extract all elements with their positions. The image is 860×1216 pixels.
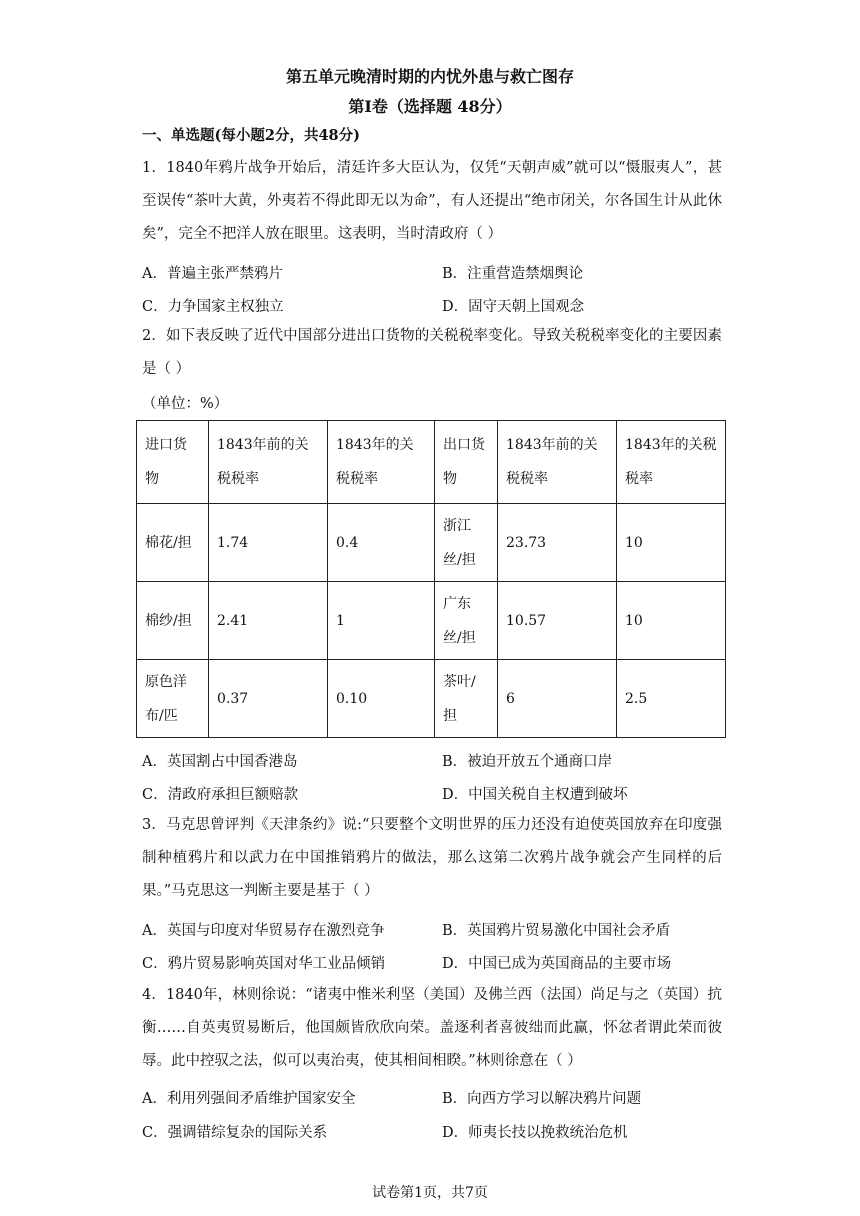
table-row xyxy=(137,504,726,582)
question-1-option-b[interactable]: B．注重营造禁烟舆论 xyxy=(442,266,584,282)
paper-subtitle: 第Ⅰ卷（选择题 48分） xyxy=(348,97,512,116)
table-header-cell: 1843年前的关税税率 xyxy=(209,421,328,504)
table-cell: 2.5 xyxy=(617,660,726,738)
question-4-option-b[interactable]: B．向西方学习以解决鸦片问题 xyxy=(442,1091,642,1107)
table-cell: 10 xyxy=(617,582,726,660)
table-cell: 浙江丝/担 xyxy=(435,504,498,582)
question-1-stem: 1．1840年鸦片战争开始后，清廷许多大臣认为，仅凭“天朝声威”就可以“慑服夷人”，甚至误传“茶叶大黄，外夷若不得此即无以为命”，有人还提出“绝市闭关，尔各国生计从此休矣”，完全不把洋人放在眼里。这表明，当时清政府（ ） xyxy=(142,160,722,242)
question-1-option-d[interactable]: D．固守天朝上国观念 xyxy=(442,299,585,315)
table-cell: 1 xyxy=(328,582,435,660)
question-2-option-d[interactable]: D．中国关税自主权遭到破坏 xyxy=(442,787,628,803)
table-cell: 10 xyxy=(617,504,726,582)
table-cell: 棉纱/担 xyxy=(137,582,209,660)
tariff-table xyxy=(136,420,726,738)
table-cell: 棉花/担 xyxy=(137,504,209,582)
question-3-option-c[interactable]: C．鸦片贸易影响英国对华工业品倾销 xyxy=(142,956,386,972)
table-row xyxy=(137,582,726,660)
table-header-cell: 1843年前的关税税率 xyxy=(498,421,617,504)
table-cell: 0.10 xyxy=(328,660,435,738)
table-row xyxy=(137,660,726,738)
question-1-option-c[interactable]: C．力争国家主权独立 xyxy=(142,299,284,315)
table-cell: 茶叶/担 xyxy=(435,660,498,738)
section-heading: 一、单选题(每小题2分，共48分) xyxy=(142,127,360,144)
table-cell: 0.4 xyxy=(328,504,435,582)
table-cell: 6 xyxy=(498,660,617,738)
question-3-stem: 3．马克思曾评判《天津条约》说:“只要整个文明世界的压力还没有迫使英国放弃在印度强制种植鸦片和以武力在中国推销鸦片的做法，那么这第二次鸦片战争就会产生同样的后果。”马克思这一判断主要是基于（ ） xyxy=(142,817,722,899)
question-4-option-c[interactable]: C．强调错综复杂的国际关系 xyxy=(142,1125,328,1141)
question-1-option-a[interactable]: A．普遍主张严禁鸦片 xyxy=(142,266,283,282)
question-4-option-d[interactable]: D．师夷长技以挽救统治危机 xyxy=(442,1125,628,1141)
table-cell: 广东丝/担 xyxy=(435,582,498,660)
table-cell: 23.73 xyxy=(498,504,617,582)
table-cell: 1.74 xyxy=(209,504,328,582)
table-header-row xyxy=(137,421,726,504)
question-2-stem: 2．如下表反映了近代中国部分进出口货物的关税税率变化。导致关税税率变化的主要因素是（ ） xyxy=(142,328,722,377)
question-4-option-a[interactable]: A．利用列强间矛盾维护国家安全 xyxy=(142,1091,356,1107)
table-cell: 原色洋布/匹 xyxy=(137,660,209,738)
question-2-option-a[interactable]: A．英国割占中国香港岛 xyxy=(142,754,298,770)
table-header-cell: 1843年的关税税率 xyxy=(328,421,435,504)
page-title: 第五单元晚清时期的内忧外患与救亡图存 xyxy=(285,67,574,86)
table-cell: 2.41 xyxy=(209,582,328,660)
question-2-option-c[interactable]: C．清政府承担巨额赔款 xyxy=(142,787,299,803)
table-header-cell: 出口货物 xyxy=(435,421,498,504)
table-cell: 10.57 xyxy=(498,582,617,660)
question-2-option-b[interactable]: B．被迫开放五个通商口岸 xyxy=(442,754,613,770)
table-header-cell: 1843年的关税税率 xyxy=(617,421,726,504)
table-cell: 0.37 xyxy=(209,660,328,738)
question-3-option-d[interactable]: D．中国已成为英国商品的主要市场 xyxy=(442,956,672,972)
question-3-option-a[interactable]: A．英国与印度对华贸易存在激烈竞争 xyxy=(142,923,385,939)
question-3-option-b[interactable]: B．英国鸦片贸易激化中国社会矛盾 xyxy=(442,923,671,939)
page-footer: 试卷第1页，共7页 xyxy=(372,1185,488,1201)
table-header-cell: 进口货物 xyxy=(137,421,209,504)
question-4-stem: 4．1840年，林则徐说：“诸夷中惟米利坚（美国）及佛兰西（法国）尚足与之（英国）抗衡……自英夷贸易断后，他国颇皆欣欣向荣。盖逐利者喜彼绌而此赢，怀忿者谓此荣而彼辱。此中控驭之法，似可以夷治夷，使其相间相睽。”林则徐意在（ ） xyxy=(142,987,722,1069)
table-unit-note: （单位：%） xyxy=(142,396,229,412)
